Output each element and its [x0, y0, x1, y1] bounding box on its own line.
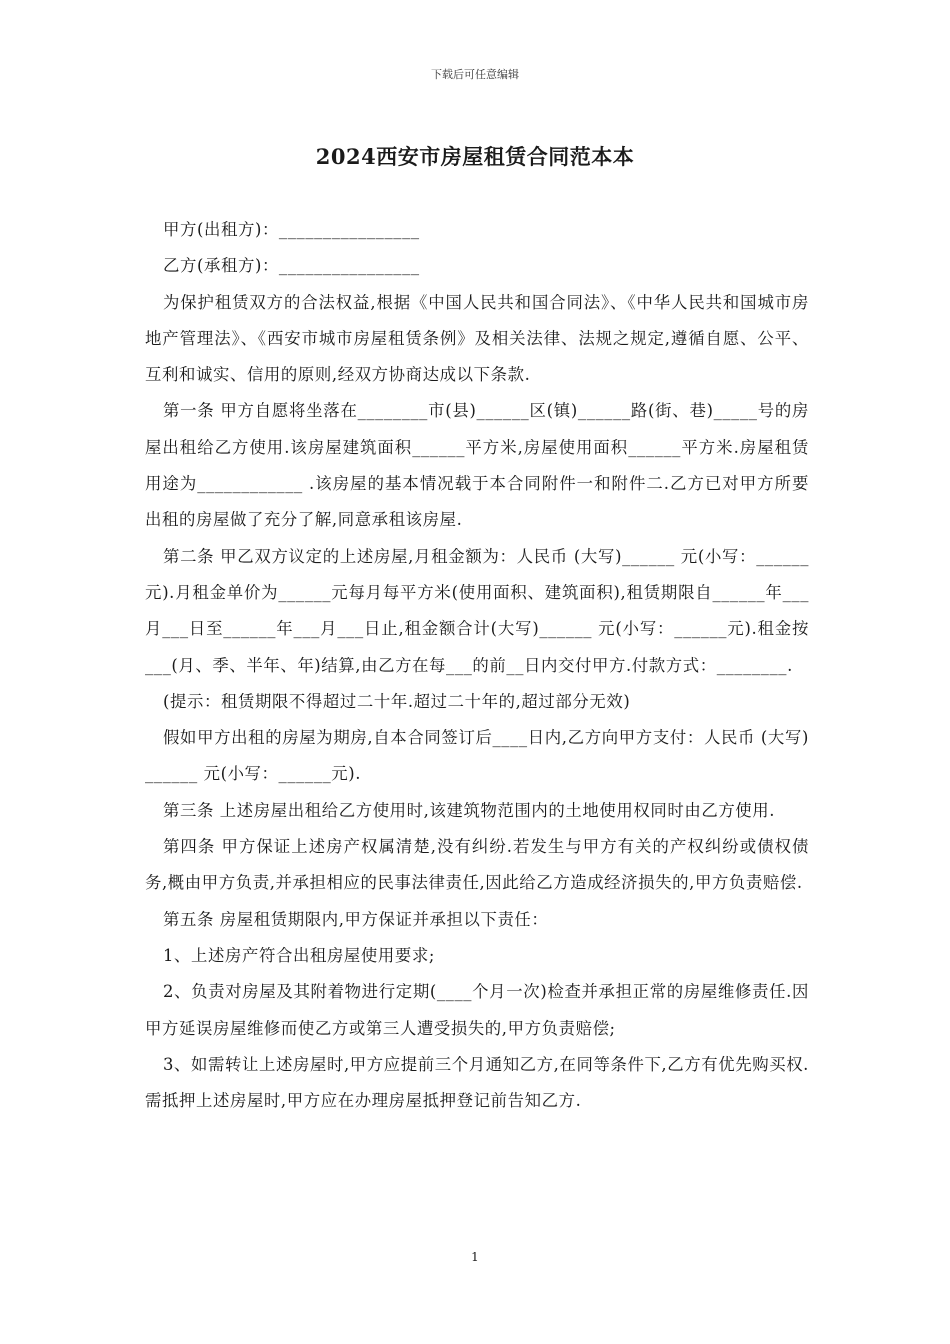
preamble-paragraph: 为保护租赁双方的合法权益,根据《中国人民共和国合同法》、《中华人民共和国城市房地产管理法》、《西安市城市房屋租赁条例》及相关法律、法规之规定,遵循自愿、公平、互利和诚实、信用的原则,经双方协商达成以下条款.: [145, 292, 809, 385]
lease-term-note: (提示：租赁期限不得超过二十年.超过二十年的,超过部分无效): [163, 691, 631, 711]
presale-payment-paragraph: 假如甲方出租的房屋为期房,自本合同签订后____日内,乙方向甲方支付：人民币 (大写)______ 元(小写：______元).: [145, 728, 809, 784]
contract-body: [145, 212, 809, 1119]
document-title: 2024西安市房屋租赁合同范本本: [315, 144, 635, 169]
article-5-paragraph: 第五条 房屋租赁期限内,甲方保证并承担以下责任：: [163, 909, 549, 929]
article-1-paragraph: 第一条 甲方自愿将坐落在________市(县)______区(镇)______路(街、巷)_____号的房屋出租给乙方使用.该房屋建筑面积______平方米,房屋使用面积______平方米.房屋租赁用途为____________ .该房屋的基本情况载于本合同附件一和附件二.乙方已对甲方所要出租的房屋做了充分了解,同意承租该房屋.: [145, 401, 809, 530]
party-a-line: 甲方(出租方)：________________: [163, 220, 420, 239]
article-5-item-2: 2、负责对房屋及其附着物进行定期(____个月一次)检查并承担正常的房屋维修责任.因甲方延误房屋维修而使乙方或第三人遭受损失的,甲方负责赔偿;: [145, 982, 809, 1038]
party-b-line: 乙方(承租方)：________________: [163, 256, 420, 276]
article-5-item-1: 1、上述房产符合出租房屋使用要求;: [163, 945, 436, 965]
article-5-item-3: 3、如需转让上述房屋时,甲方应提前三个月通知乙方,在同等条件下,乙方有优先购买权.需抵押上述房屋时,甲方应在办理房屋抵押登记前告知乙方.: [145, 1054, 809, 1111]
article-4-paragraph: 第四条 甲方保证上述房产权属清楚,没有纠纷.若发生与甲方有关的产权纠纷或债权债务,概由甲方负责,并承担相应的民事法律责任,因此给乙方造成经济损失的,甲方负责赔偿.: [145, 837, 809, 893]
page-number: 1: [471, 1250, 479, 1264]
article-2-paragraph: 第二条 甲乙双方议定的上述房屋,月租金额为：人民币 (大写)______ 元(小写：______元).月租金单价为______元每月每平方米(使用面积、建筑面积),租赁期限自______年___月___日至______年___月___日止,租金额合计(大写)______ 元(小写：______元).租金按___(月、季、半年、年)结算,由乙方在每___的前__日内交付甲方.付款方式：________.: [145, 546, 809, 675]
header-note: 下载后可任意编辑: [431, 68, 519, 81]
article-3-paragraph: 第三条 上述房屋出租给乙方使用时,该建筑物范围内的土地使用权同时由乙方使用.: [163, 800, 776, 820]
